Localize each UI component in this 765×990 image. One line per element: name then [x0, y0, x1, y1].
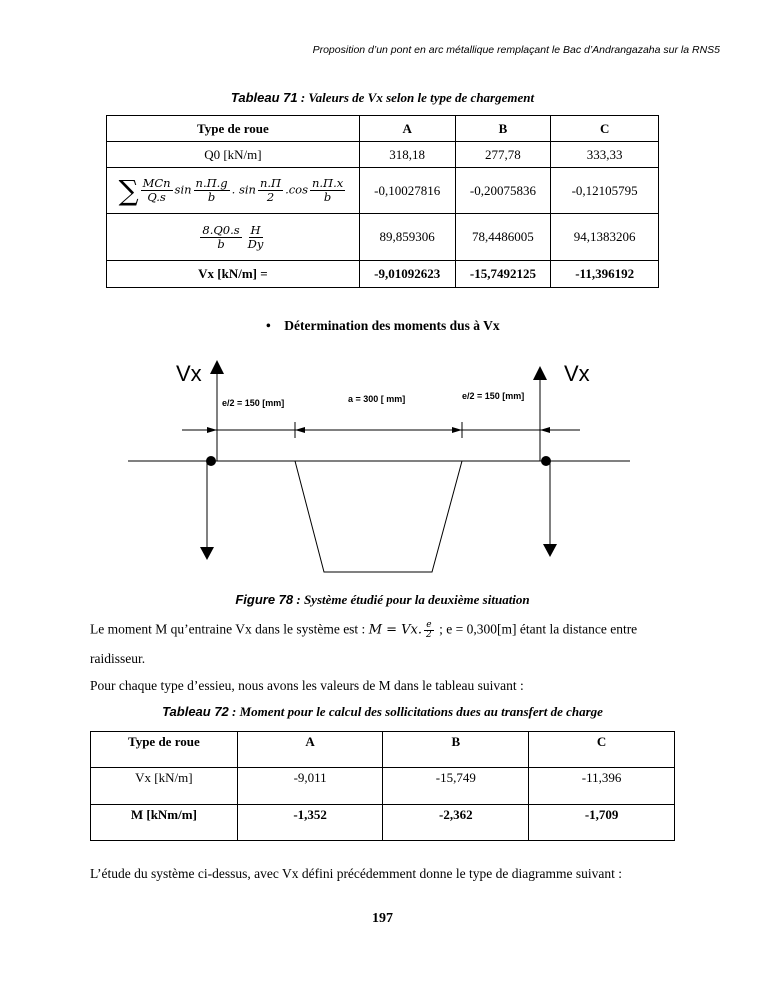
dim-arrow-3 — [452, 427, 462, 433]
table71-header-c: C — [551, 116, 659, 142]
frac-e-den: b — [217, 236, 225, 251]
dim-mid-label: a = 300 [ mm] — [348, 394, 406, 404]
table71-vx-b: -15,7492125 — [455, 261, 551, 288]
sin-2: . sin — [231, 182, 256, 197]
frac-c-den: 2 — [266, 190, 275, 204]
table72-m-label: M [kNm/m] — [91, 805, 238, 841]
table72-caption — [0, 704, 765, 720]
frac-a-den: Q.s — [147, 190, 166, 204]
table72-vx-a: -9,011 — [237, 768, 383, 805]
table72-header-c: C — [529, 732, 675, 768]
table72-header-a: A — [237, 732, 383, 768]
vx-right-arrow — [533, 366, 547, 380]
frac-f-num: H — [250, 222, 261, 237]
frac-b-den: b — [207, 190, 216, 204]
reaction-right-arrow — [543, 544, 557, 557]
frac-e-num: 8.Q0.s — [202, 222, 240, 237]
table71-header-type: Type de roue — [107, 116, 360, 142]
table71-frac-formula — [107, 214, 360, 261]
reaction-left-arrow — [200, 547, 214, 560]
frac-d-den: b — [323, 190, 332, 204]
table71-caption-text: : Valeurs de Vx selon le type de chargement — [297, 90, 535, 105]
table71-header-b: B — [455, 116, 551, 142]
para1-formula: M = Vx. — [368, 622, 423, 638]
table71-sum-b: -0,20075836 — [455, 168, 551, 214]
table71-q0-c: 333,33 — [551, 142, 659, 168]
table72-header-type: Type de roue — [91, 732, 238, 768]
bullet-line — [266, 318, 500, 334]
bullet-text: Détermination des moments dus à Vx — [284, 318, 500, 333]
table71-q0-b: 277,78 — [455, 142, 551, 168]
table71-caption-label: Tableau 71 — [230, 90, 298, 105]
running-header: Proposition d’un pont en arc métallique remplaçant le Bac d’Andrangazaha sur la RNS5 — [312, 44, 720, 56]
figure78-caption-label: Figure 78 — [235, 592, 294, 607]
table72-vx-b: -15,749 — [383, 768, 529, 805]
para1-text-b: ; e = 0,300[m] étant la distance entre — [435, 621, 638, 637]
vx-right-label: Vx — [564, 361, 590, 386]
table72-caption-label: Tableau 72 — [162, 704, 229, 719]
para1-frac-den: 2 — [426, 630, 432, 640]
sin-1: sin — [174, 182, 192, 197]
frac-a-num: MCn — [142, 176, 171, 190]
formula-frac-e — [200, 224, 241, 251]
para1-text-a: Le moment M qu’entraine Vx dans le système est : — [90, 621, 369, 637]
vx-left-label: Vx — [176, 361, 202, 386]
table72-vx-c: -11,396 — [529, 768, 675, 805]
formula-frac-b — [194, 177, 230, 204]
formula-frac-c — [258, 177, 283, 204]
frac-f-den: Dy — [247, 236, 264, 251]
para1-frac-num: e — [426, 620, 432, 630]
table71-q0-label: Q0 [kN/m] — [107, 142, 360, 168]
dim-left-label: e/2 = 150 [mm] — [222, 398, 285, 408]
trapezoid-stiffener — [295, 461, 462, 572]
page-number: 197 — [372, 911, 393, 926]
dim-arrow-1 — [207, 427, 217, 433]
dim-right-label: e/2 = 150 [mm] — [462, 391, 525, 401]
table71-sum-formula — [107, 168, 360, 214]
bullet-dot: • — [266, 318, 271, 333]
figure78-caption-text: : Système étudié pour la deuxième situation — [293, 592, 530, 607]
table71-q0-a: 318,18 — [359, 142, 455, 168]
table71-frac-b: 78,4486005 — [455, 214, 551, 261]
table72-caption-text: : Moment pour le calcul des sollicitations dues au transfert de charge — [228, 704, 603, 719]
table71-vx-c: -11,396192 — [551, 261, 659, 288]
cos: .cos — [285, 182, 308, 197]
table72 — [90, 731, 675, 841]
paragraph-1 — [90, 621, 637, 640]
formula-frac-d — [310, 177, 345, 204]
figure78-caption — [0, 592, 765, 608]
frac-d-num: n.Π.x — [311, 176, 344, 190]
paragraph-2: Pour chaque type d’essieu, nous avons les valeurs de M dans le tableau suivant : — [90, 678, 524, 693]
table72-m-b: -2,362 — [383, 805, 529, 841]
table72-header-b: B — [383, 732, 529, 768]
paragraph-3: L’étude du système ci-dessus, avec Vx défini précédemment donne le type de diagramme suivant : — [90, 866, 622, 881]
dim-arrow-2 — [295, 427, 305, 433]
table72-m-c: -1,709 — [529, 805, 675, 841]
table71-sum-c: -0,12105795 — [551, 168, 659, 214]
table72-m-a: -1,352 — [237, 805, 383, 841]
figure-78-diagram — [110, 350, 650, 580]
table71-frac-c: 94,1383206 — [551, 214, 659, 261]
table71-caption — [0, 90, 765, 106]
formula-frac-a — [141, 177, 173, 204]
table71-frac-a: 89,859306 — [359, 214, 455, 261]
table71-header-a: A — [359, 116, 455, 142]
table72-vx-label: Vx [kN/m] — [91, 768, 238, 805]
vx-left-arrow — [210, 360, 224, 374]
formula-frac-f — [246, 224, 266, 251]
table71-vx-label: Vx [kN/m] = — [107, 261, 360, 288]
paragraph-1-cont: raidisseur. — [90, 651, 146, 666]
frac-b-num: n.Π.g — [195, 176, 228, 190]
frac-c-num: n.Π — [259, 176, 282, 190]
table71-sum-a: -0,10027816 — [359, 168, 455, 214]
para1-frac — [424, 621, 434, 640]
table71 — [106, 115, 659, 288]
table71-vx-a: -9,01092623 — [359, 261, 455, 288]
sigma-symbol: ∑ — [118, 174, 139, 207]
dim-arrow-4 — [540, 427, 550, 433]
